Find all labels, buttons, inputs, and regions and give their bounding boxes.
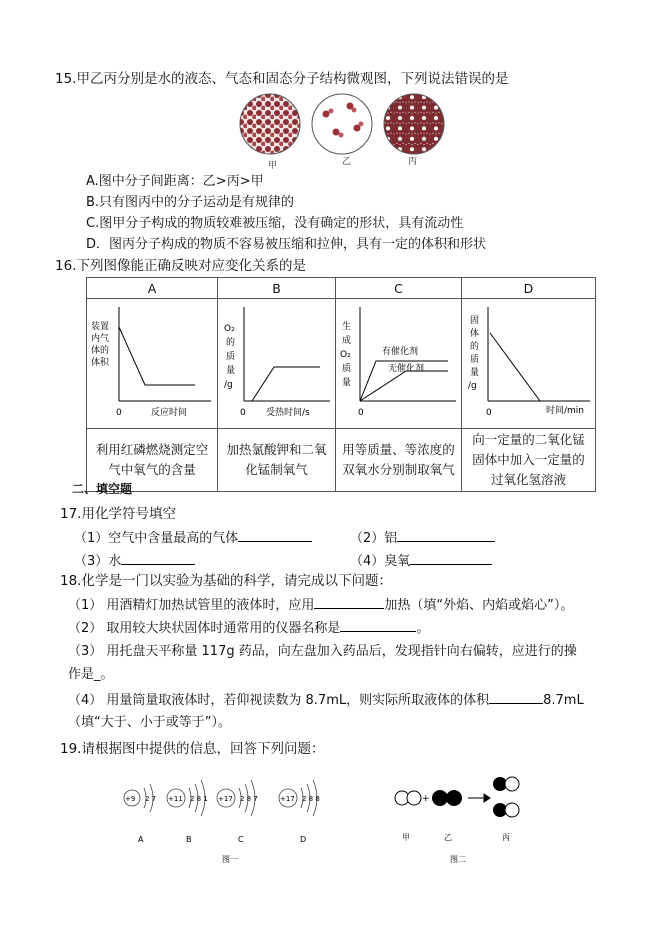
q15-option-c: C.图甲分子构成的物质较难被压缩，没有确定的形状，具有流动性 [86, 216, 464, 231]
q18-line-4: （4） 用量筒量取液体时，若仰视读数为 8.7mL，则实际所取液体的体积 8.7mL [68, 693, 584, 708]
graph-b [218, 299, 335, 425]
label-jia: 甲 [268, 161, 278, 171]
svg-text:+9: +9 [125, 795, 136, 803]
header-a: A [87, 278, 218, 299]
molecule-reaction-figure [388, 772, 538, 867]
q16-stem: 16.下列图像能正确反映对应变化关系的是 [55, 258, 306, 274]
atom-label-c: C [238, 835, 244, 844]
q18-blank-1[interactable] [314, 596, 384, 609]
svg-text:O₂: O₂ [224, 324, 235, 334]
liquid-water-circle [240, 94, 300, 154]
q18-line-3b: 作是_。 [68, 667, 114, 682]
solid-ice-circle [384, 94, 444, 154]
graph-a [87, 299, 217, 425]
q19-stem: 19.请根据图中提供的信息，回答下列问题： [60, 741, 325, 757]
molecule-jia [395, 791, 421, 805]
header-c: C [336, 278, 462, 299]
atom-label-a: A [138, 835, 144, 844]
caption-a: 利用红磷燃烧测定空 气中氧气的含量 [87, 429, 218, 492]
svg-text:/g: /g [468, 381, 477, 391]
svg-text:+11: +11 [168, 795, 183, 803]
svg-text:量: 量 [226, 366, 236, 376]
q18-stem: 18.化学是一门以实验为基础的科学，请完成以下问题： [60, 573, 392, 589]
molecule-yi [432, 790, 462, 806]
q17-blank-1[interactable] [238, 529, 312, 542]
section-title: 二、填空题 [72, 482, 133, 496]
svg-text:0: 0 [240, 408, 246, 418]
q18-blank-2[interactable] [340, 619, 416, 632]
svg-text:有催化剂: 有催化剂 [382, 347, 419, 357]
q17-blank-2[interactable] [397, 529, 495, 542]
molecule-bing-1 [493, 777, 519, 791]
q15-option-b: B.只有图丙中的分子运动是有规律的 [86, 195, 295, 210]
header-d: D [462, 278, 596, 299]
mol-label-yi: 乙 [444, 833, 452, 842]
q18-blank-4[interactable] [489, 691, 543, 704]
svg-text:装置: 装置 [91, 322, 110, 332]
graph-c-cell [336, 299, 462, 429]
svg-text:体: 体 [470, 329, 480, 339]
svg-text:时间/min: 时间/min [546, 406, 585, 416]
fig1-caption: 图一 [222, 855, 238, 864]
svg-text:0: 0 [486, 408, 492, 418]
svg-text:质: 质 [226, 352, 236, 362]
q15-option-d: D．图丙分子构成的物质不容易被压缩和拉伸，具有一定的体积和形状 [86, 237, 487, 252]
svg-text:的: 的 [226, 338, 236, 348]
svg-text:O₂: O₂ [340, 350, 351, 360]
graph-b-cell [218, 299, 336, 429]
svg-text:2 8 8: 2 8 8 [302, 795, 320, 803]
svg-text:2 8 1: 2 8 1 [190, 795, 208, 803]
caption-d: 向一定量的二氧化锰 固体中加入一定量的 过氧化氢溶液 [462, 429, 596, 492]
graph-c [336, 299, 461, 425]
graph-d-cell [462, 299, 596, 429]
mol-label-bing: 丙 [502, 833, 510, 842]
svg-text:量: 量 [470, 368, 480, 378]
fig2-caption: 图二 [450, 855, 466, 864]
q15-option-a: A.图中分子间距离：乙>丙>甲 [86, 174, 264, 189]
arrow-icon [468, 794, 490, 802]
atom-label-b: B [186, 835, 192, 844]
q18-line-3a: （3） 用托盘天平称量 117g 药品，向左盘加入药品后，发现指针向右偏转，应进行的操 [68, 644, 577, 659]
svg-text:无催化剂: 无催化剂 [388, 364, 425, 374]
svg-text:0: 0 [116, 408, 122, 418]
svg-text:成: 成 [342, 336, 352, 346]
caption-c: 用等质量、等浓度的 双氧水分别制取氧气 [336, 429, 462, 492]
svg-text:质: 质 [342, 364, 352, 374]
svg-text:2 7: 2 7 [145, 795, 157, 803]
q17-blank-3[interactable] [121, 552, 195, 565]
q17-item-4: （4）臭氧 [350, 552, 492, 571]
svg-text:体积: 体积 [91, 358, 110, 368]
svg-text:受热时间/s: 受热时间/s [266, 408, 310, 418]
header-b: B [218, 278, 336, 299]
gas-water-circle [312, 94, 372, 154]
q15-stem: 15.甲乙丙分别是水的液态、气态和固态分子结构微观图，下列说法错误的是 [55, 71, 509, 87]
plus-sign: + [422, 794, 430, 804]
svg-text:+17: +17 [218, 795, 233, 803]
mol-label-jia: 甲 [402, 833, 410, 842]
label-yi: 乙 [342, 157, 352, 167]
svg-text:量: 量 [342, 378, 352, 388]
q17-stem: 17.用化学符号填空 [60, 506, 176, 522]
svg-text:质: 质 [470, 355, 480, 365]
atom-label-d: D [300, 835, 307, 844]
svg-text:/g: /g [224, 380, 233, 390]
caption-b: 加热氯酸钾和二氧 化锰制氧气 [218, 429, 336, 492]
q17-item-2: （2）铝 [350, 529, 495, 548]
q17-item-3: （3）水 [74, 552, 195, 571]
graph-d [462, 299, 595, 425]
q18-line-4c: （填“大于、小于或等于”）。 [68, 715, 231, 730]
svg-text:+17: +17 [280, 795, 295, 803]
svg-text:的: 的 [470, 342, 480, 352]
svg-text:2 8 7: 2 8 7 [240, 795, 258, 803]
q17-blank-4[interactable] [410, 552, 492, 565]
svg-text:体的: 体的 [91, 346, 110, 356]
svg-text:反应时间: 反应时间 [151, 408, 188, 418]
q15-molecule-diagram [238, 92, 448, 172]
svg-text:0: 0 [358, 408, 364, 418]
molecule-bing-2 [493, 803, 519, 817]
q17-item-1: （1）空气中含量最高的气体 [74, 529, 312, 548]
svg-text:内气: 内气 [91, 334, 110, 344]
label-bing: 丙 [408, 157, 418, 167]
svg-text:生: 生 [342, 322, 352, 332]
atom-structure-figure [110, 772, 360, 867]
q16-table [86, 277, 596, 492]
q18-line-1: （1） 用酒精灯加热试管里的液体时，应用 加热（填“外焰、内焰或焰心”）。 [68, 598, 574, 613]
q18-line-2: （2） 取用较大块状固体时通常用的仪器名称是 。 [68, 621, 430, 636]
graph-a-cell [87, 299, 218, 429]
svg-text:固: 固 [470, 316, 480, 326]
